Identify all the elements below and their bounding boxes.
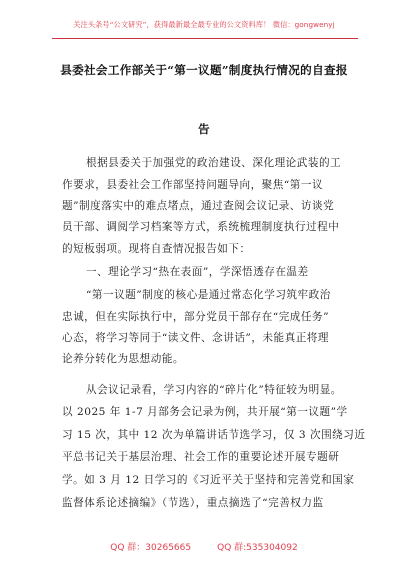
body-line: 以 2025 年 1-7 月部务会记录为例，共开展“第一议题”学	[62, 406, 348, 418]
body-line: 根据县委关于加强党的政治建设、深化理论武装的工	[86, 157, 342, 169]
body-line: 习 15 次，其中 12 次为单篇讲话节选学习，仅 3 次围绕习近	[62, 429, 366, 441]
body-line: 员干部、调阅学习档案等方式，系统梳理制度执行过程中	[62, 221, 340, 233]
body-line: 忠诚，但在实际执行中，部分党员干部存在“完成任务”	[62, 311, 329, 323]
header-banner: 关注头条号“公文研究”，获得最新最全最专业的公文资料库！ 微信：gongwenyj	[73, 20, 335, 29]
document-title-line-2: 告	[198, 122, 210, 136]
body-line: 从会议记录看，学习内容的“碎片化”特征较为明显。	[86, 384, 342, 396]
footer-contacts	[0, 540, 408, 553]
footer-qq-group-2: QQ 群:535304092	[217, 543, 298, 553]
body-line: 论养分转化为思想动能。	[62, 353, 185, 365]
footer-qq-group-1: QQ 群：30265665	[110, 543, 192, 553]
section-heading: 一、理论学习“热在表面”，学深悟透存在温差	[86, 266, 309, 278]
header-divider	[52, 38, 358, 39]
document-title-line-1: 县委社会工作部关于“第一议题”制度执行情况的自查报	[60, 63, 348, 77]
body-line: 平总书记关于基层治理、社会工作的重要论述开展专题研	[62, 451, 340, 463]
body-line: “第一议题”制度的核心是通过常态化学习筑牢政治	[86, 289, 331, 301]
body-line: 作要求，县委社会工作部坚持问题导向，聚焦“第一议	[62, 179, 324, 191]
body-line: 学。如 3 月 12 日学习的《习近平关于坚持和完善党和国家	[62, 474, 355, 486]
body-line: 监督体系论述摘编》（节选），重点摘选了“完善权力监	[62, 497, 324, 509]
body-line: 心态，将学习等同于“读文件、念讲话”，未能真正将理	[62, 332, 329, 344]
body-line: 题”制度落实中的难点堵点，通过查阅会议记录、访谈党	[62, 200, 335, 212]
body-line: 的短板弱项。现将自查情况报告如下：	[62, 243, 251, 255]
